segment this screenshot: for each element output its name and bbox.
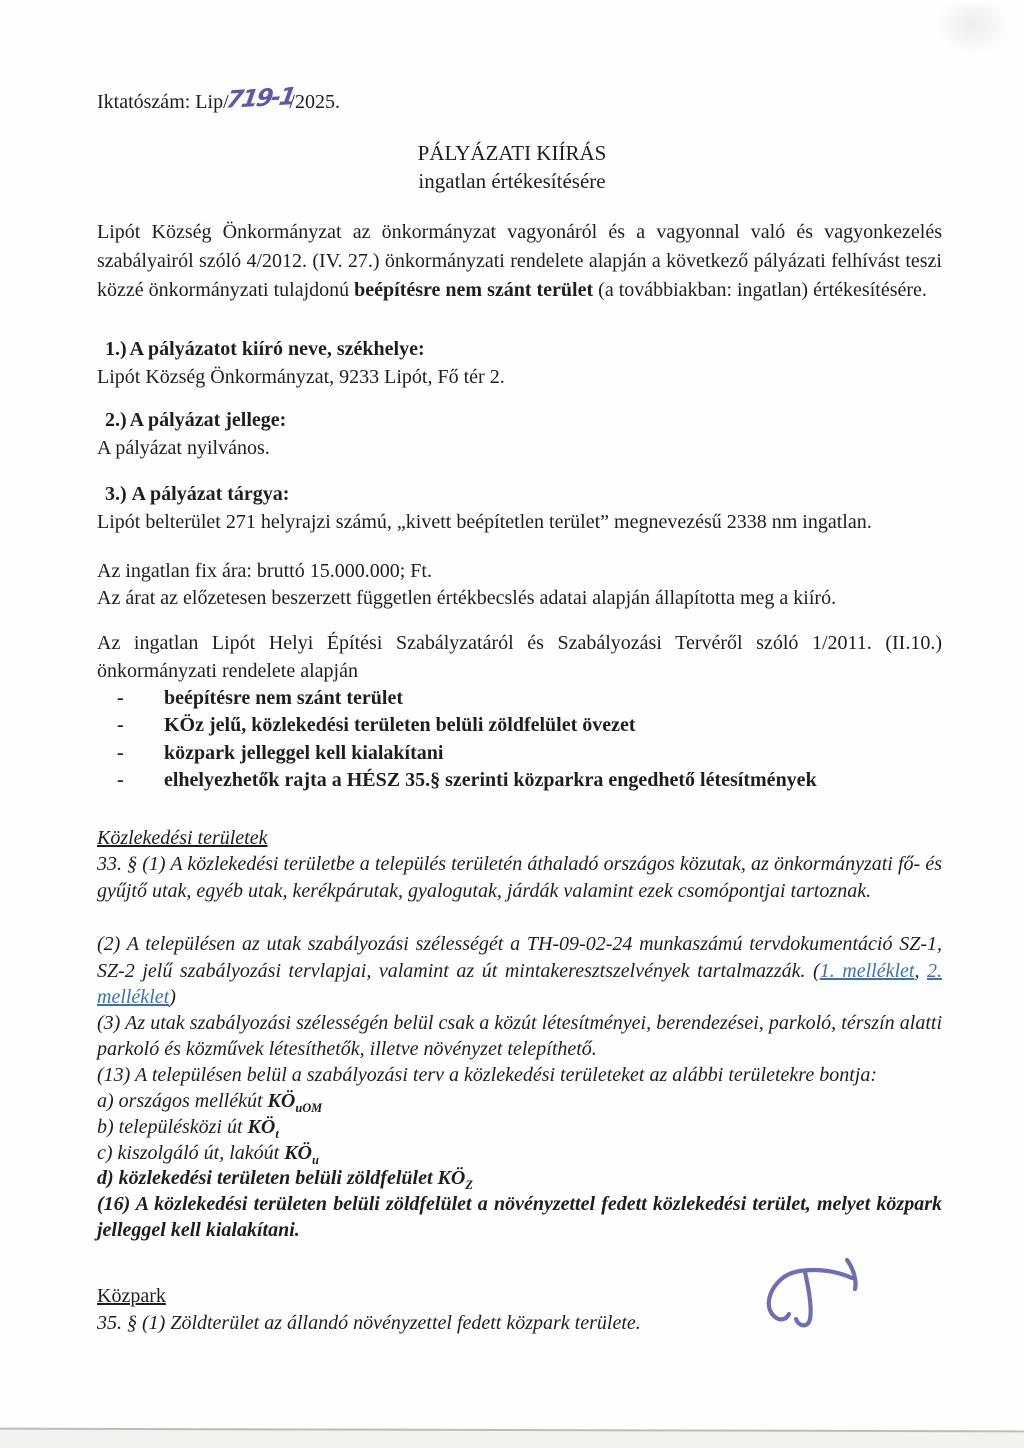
road-type-symbol: $KÖ_{uOM}$ (267, 1090, 323, 1115)
bullet-dash: - (117, 768, 124, 791)
section-3-body: Lipót belterület 271 helyrajzi számú, „kivett beépítetlen terület” megnevezésű 2338 nm ingatlan. (97, 510, 872, 533)
hesz-bullet-3 (97, 740, 942, 767)
bullet-dash: - (117, 687, 124, 709)
price-paragraph (97, 558, 942, 612)
bullet-text: közpark jelleggel kell kialakítani (164, 741, 444, 764)
transport-p2 (97, 931, 942, 1011)
intro-bold-phrase: beépítésre nem szánt terület (354, 279, 594, 301)
section-1-heading (97, 336, 942, 364)
transport-section-heading: Közlekedési területek (97, 827, 268, 849)
section-1-number: 1.) (105, 338, 127, 360)
attachment-2-link[interactable]: 2. melléklet (97, 959, 942, 1009)
transport-p3: (3) Az utak szabályozási szélességén belül csak a közút létesítményei, berendezései, parkoló, térszín alatti parkoló és közművek létesíthetők, illetve növényzet telepíthető. (97, 1012, 942, 1061)
price-line-1: Az ingatlan fix ára: bruttó 15.000.000; Ft. (97, 560, 432, 582)
section-2-number: 2.) (105, 409, 127, 431)
section-3-number: 3.) (105, 483, 127, 505)
attachment-1-link[interactable]: 1. melléklet (819, 959, 915, 982)
section-1-body: Lipót Község Önkormányzat, 9233 Lipót, Fő tér 2. (97, 365, 505, 388)
section-1 (97, 336, 942, 391)
bullet-text: elhelyezhetők rajta a HÉSZ 35.§ szerinti közparkra engedhető létesítmények (164, 768, 817, 791)
scan-smudge (938, 4, 1008, 52)
hesz-intro: Az ingatlan Lipót Helyi Építési Szabályzatáról és Szabályozási Tervéről szóló 1/2011. (II.10.) önkormányzati rendelete alapján (97, 632, 942, 682)
road-type-text: a) országos mellékút (97, 1090, 268, 1112)
hesz-paragraph (97, 630, 942, 794)
section-1-heading-text: A pályázatot kiíró neve, székhelye: (129, 338, 425, 360)
bullet-text: KÖz jelű, közlekedési területen belüli zöldfelület övezet (164, 714, 636, 737)
p2-text: (2) A településen az utak szabályozási szélességét a TH-09-02-24 munkaszámú tervdokumentáció SZ-1, SZ-2 jelű szabályozási tervlapjai, valamint az út mintakeresztszelvények tartalmazzák. ( (97, 933, 942, 982)
section-2 (97, 407, 942, 462)
intro-post: (a továbbiakban: ingatlan) értékesítésére. (593, 279, 927, 301)
bullet-dash: - (117, 714, 124, 737)
section-2-body: A pályázat nyilvános. (97, 436, 270, 459)
reference-number-line (97, 82, 340, 114)
park-section-heading: Közpark (97, 1285, 166, 1307)
price-line-2: Az árat az előzetesen beszerzett független értékbecslés adatai alapján állapította meg a kiíró. (97, 587, 837, 609)
section-3-heading (97, 481, 942, 509)
park-p35: 35. § (1) Zöldterület az állandó növényzettel fedett közpark területe. (97, 1312, 641, 1334)
hesz-bullet-1 (97, 685, 942, 712)
transport-p16: (16) A közlekedési területen belüli zöldfelület a növényzettel fedett közlekedési terület, melyet közpark jelleggel kell kialakítani. (97, 1193, 942, 1242)
section-3 (97, 481, 942, 536)
bullet-dash: - (117, 741, 124, 764)
page-title: PÁLYÁZATI KIÍRÁS (417, 141, 607, 165)
intro-pre: Lipót Község Önkormányzat az önkormányzat vagyonáról és a vagyonnal való és vagyonkezelés szabályairól szóló 4/2012. (IV. 27.) önkormányzati rendelete alapján a következő pályázati felhívást teszi közzé önkormányzati tulajdonú (97, 221, 942, 301)
title-block (0, 139, 1024, 195)
road-type-text: c) kiszolgáló út, lakóút (97, 1142, 285, 1164)
bullet-text: beépítésre nem szánt terület (164, 687, 404, 709)
section-2-heading (97, 407, 942, 435)
road-type-symbol: $KÖ_Z$ (437, 1167, 473, 1192)
intro-paragraph (97, 218, 942, 305)
handwritten-initials (752, 1252, 882, 1337)
road-type-symbol: $KÖ_u$ (284, 1142, 319, 1167)
page-subtitle: ingatlan értékesítésére (418, 169, 606, 193)
scan-page-edge (0, 1428, 1024, 1448)
transport-p33: 33. § (1) A közlekedési területbe a település területén áthaladó országos közutak, az önkormányzati fő- és gyűjtő utak, egyéb utak, kerékpárutak, gyalogutak, járdák valamint ezek csomópontjai tartoznak. (97, 853, 942, 902)
road-type-text: b) településközi út (97, 1116, 248, 1138)
p2-close-paren: ) (169, 986, 176, 1009)
ref-suffix: /2025. (289, 91, 340, 113)
hesz-bullet-2 (97, 712, 942, 739)
handwritten-case-number: 719-1 (224, 82, 296, 114)
road-type-symbol: $KÖ_t$ (247, 1116, 279, 1141)
road-type-text: d) közlekedési területen belüli zöldfelület (97, 1167, 438, 1189)
transport-p13: (13) A településen belül a szabályozási terv a közlekedési területeket az alábbi területekre bontja: (97, 1064, 877, 1086)
ref-prefix: Iktatószám: Lip/ (97, 91, 229, 113)
section-3-heading-text: A pályázat tárgya: (131, 483, 290, 505)
p2-separator: , (914, 959, 927, 982)
section-2-heading-text: A pályázat jellege: (129, 409, 287, 431)
hesz-bullet-4 (97, 767, 942, 794)
